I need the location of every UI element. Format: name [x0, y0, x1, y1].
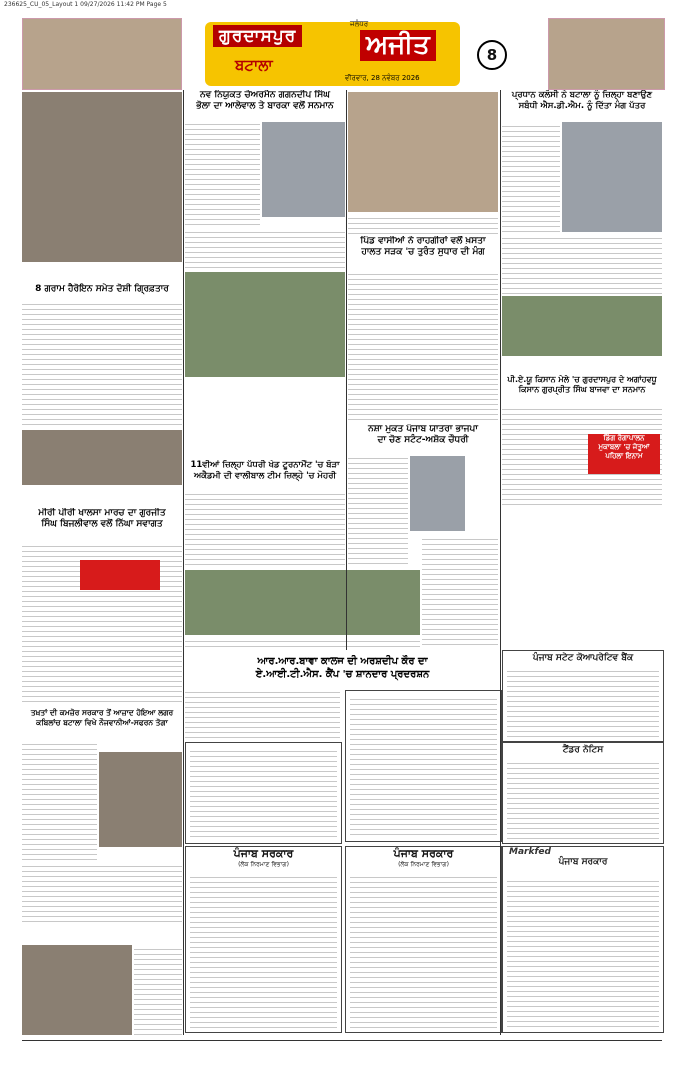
notice-ad-2 — [345, 690, 502, 842]
city-bottom: ਬਟਾਲਾ — [235, 56, 273, 74]
story-10-text — [22, 740, 97, 860]
markfed-logo: Markfed — [509, 847, 551, 857]
masthead — [0, 10, 687, 88]
tender-head: ਟੈਂਡਰ ਨੋਟਿਸ — [562, 745, 604, 755]
story-10-photo — [99, 752, 182, 847]
masthead-logo — [205, 22, 460, 86]
story-6-text-2 — [422, 535, 498, 645]
column-rule — [183, 90, 184, 1035]
police-photo — [22, 92, 182, 262]
story-6-headline: ਨਸ਼ਾ ਮੁਕਤ ਪੰਜਾਬ ਯਾਤਰਾ ਭਾਜਪਾ ਦਾ ਚੋਣ ਸਟੰਟ-ਅਸ਼ੋਕ ਚੌਧਰੀ — [368, 424, 478, 445]
print-slug: 236625_CU_05_Layout 1 09/27/2026 11:42 PM Page 5 — [4, 1, 167, 8]
city-top: ਗੁਰਦਾਸਪੁਰ — [213, 25, 302, 47]
story-4-photo — [22, 430, 182, 485]
story-6-photo — [410, 456, 465, 531]
column-rule — [500, 90, 501, 1035]
govt-ad-1-sub: (ਲੋਕ ਨਿਰਮਾਣ ਵਿਭਾਗ) — [238, 861, 289, 868]
govt-ad-2 — [345, 846, 502, 1033]
location: ਜਲੰਧਰ — [350, 20, 369, 28]
govt-ad-2-title: ਪੰਜਾਬ ਸਰਕਾਰ — [393, 847, 454, 860]
story-3-headline: ਪਿੰਡ ਵਾਸੀਆਂ ਨੇ ਰਾਹਗੀਰਾਂ ਵਲੋਂ ਖ਼ਸਤਾ ਹਾਲਤ ਸੜਕ 'ਚ ਤੁਰੰਤ ਸੁਧਾਰ ਦੀ ਮੰਗ — [360, 236, 486, 257]
college-photo-caption — [185, 637, 420, 647]
story-1-text — [185, 120, 260, 225]
bottom-left-photo — [22, 945, 132, 1035]
govt-ad-1-title: ਪੰਜਾਬ ਸਰਕਾਰ — [233, 847, 294, 860]
road-photo — [348, 92, 498, 212]
govt-ad-1 — [185, 846, 342, 1033]
story-1-photo — [262, 122, 345, 217]
masthead-right-photo — [548, 18, 665, 90]
story-8-headline: ਮੀਰੀ ਪੀਰੀ ਖਾਲਸਾ ਮਾਰਚ ਦਾ ਗੁਰਜੀਤ ਸਿੰਘ ਬਿਜਲੀਵਾਲ ਵਲੋਂ ਨਿੱਘਾ ਸਵਾਗਤ — [38, 508, 166, 529]
story-2-headline: ਪ੍ਰਧਾਨ ਕਲੋਸੀ ਨੇ ਬਟਾਲਾ ਨੂੰ ਜ਼ਿਲ੍ਹਾ ਬਣਾਉਣ ਸਬੰਧੀ ਐਸ.ਡੀ.ਐਮ. ਨੂੰ ਦਿੱਤਾ ਮੰਗ ਪੱਤਰ — [511, 90, 653, 111]
date: ਵੀਰਵਾਰ, 28 ਨਵੰਬਰ 2026 — [345, 74, 420, 82]
story-10-headline: ਤਖ਼ਤਾਂ ਦੀ ਕਮਜ਼ੋਰ ਸਰਕਾਰ ਤੋਂ ਆਜ਼ਾਦ ਹੋਇਆ ਲਗਰ ਕਬਿਲਾਂਚ ਬਟਾਲਾ ਵਿਖੇ ਨੌਜਵਾਨੀਆਂ-ਸਫਰਨ ਤੋਗਾ — [30, 708, 174, 727]
story-1-text-2 — [185, 228, 345, 270]
story-2-text-2 — [502, 234, 662, 294]
story-7-headline: ਪੀ.ਏ.ਯੂ ਕਿਸਾਨ ਮੇਲੇ 'ਚ ਗੁਰਦਾਸਪੁਰ ਦੇ ਅਗਾਂਹਵਧੂ ਕਿਸਾਨ ਗੁਰਪ੍ਰੀਤ ਸਿੰਘ ਬਾਜਵਾ ਦਾ ਸਨਮਾਨ — [507, 375, 657, 394]
story-2-photo — [562, 122, 662, 232]
story-9-headline: ਆਰ.ਆਰ.ਬਾਵਾ ਕਾਲਜ ਦੀ ਅਰਸ਼ਦੀਪ ਕੌਰ ਦਾ ਏ.ਆਈ.ਟੀ.ਐਸ. ਕੈਂਪ 'ਚ ਸ਼ਾਨਦਾਰ ਪ੍ਰਦਰਸ਼ਨ — [255, 656, 430, 680]
story-5-text — [185, 490, 345, 568]
college-group-photo — [185, 570, 420, 635]
story-10-text-2 — [22, 862, 182, 922]
story-9-text — [185, 688, 340, 738]
road-caption — [348, 214, 498, 234]
masthead-left-photo — [22, 18, 182, 90]
notice-ad-3 — [502, 650, 664, 742]
red-note: ਡਿੰਗ ਰੋਗਾਪਾਲਨ ਮੁਕਾਬਲਾ 'ਚ ਜੇਤੂਆਂ ਪਹਿਲਾ ਇਨਾਮ — [588, 434, 660, 474]
bottom-left-text — [134, 945, 182, 1035]
story-6-text — [348, 454, 408, 564]
bottom-rule — [22, 1040, 662, 1041]
govt-ad-2-sub: (ਲੋਕ ਨਿਰਮਾਣ ਵਿਭਾਗ) — [398, 861, 449, 868]
photo-caption — [22, 263, 182, 273]
story-7-photo — [502, 296, 662, 356]
page-number: 8 — [477, 40, 507, 70]
tender-ad — [502, 742, 664, 844]
story-4-text — [22, 300, 182, 428]
brand: ਅਜੀਤ — [360, 30, 436, 61]
story-4-headline: 8 ਗਰਾਮ ਹੈਰੋਇਨ ਸਮੇਤ ਦੋਸ਼ੀ ਗ੍ਰਿਫ਼ਤਾਰ — [35, 284, 169, 294]
markfed-ad — [502, 846, 664, 1033]
notice-head: ਪੰਜਾਬ ਸਟੇਟ ਕੋਆਪਰੇਟਿਵ ਬੈਂਕ — [532, 653, 634, 663]
story-2-text — [502, 122, 560, 232]
red-callout — [80, 560, 160, 590]
column-rule — [346, 90, 347, 650]
story-1-headline: ਨਵ ਨਿਯੁਕਤ ਚੇਅਰਮੈਨ ਗਗਨਦੀਪ ਸਿੰਘ ਭੋਲਾ ਦਾ ਆਲੇਵਾਲ ਤੇ ਬਾਰਕਾ ਵਲੋਂ ਸਨਮਾਨ — [196, 90, 334, 111]
markfed-govt: ਪੰਜਾਬ ਸਰਕਾਰ — [558, 857, 608, 867]
story-3-text — [348, 270, 498, 420]
academy-photo — [185, 272, 345, 377]
story-5-headline: 11ਵੀਆਂ ਜ਼ਿਲ੍ਹਾ ਪੱਧਰੀ ਖੇਡ ਟੂਰਨਾਮੈਂਟ 'ਚ ਬੋੜਾ ਅਕੈਡਮੀ ਦੀ ਵਾਲੀਬਾਲ ਟੀਮ ਜ਼ਿਲ੍ਹੇ 'ਚ ਮੋਹਰੀ — [190, 460, 340, 481]
notice-ad-1 — [185, 742, 342, 844]
